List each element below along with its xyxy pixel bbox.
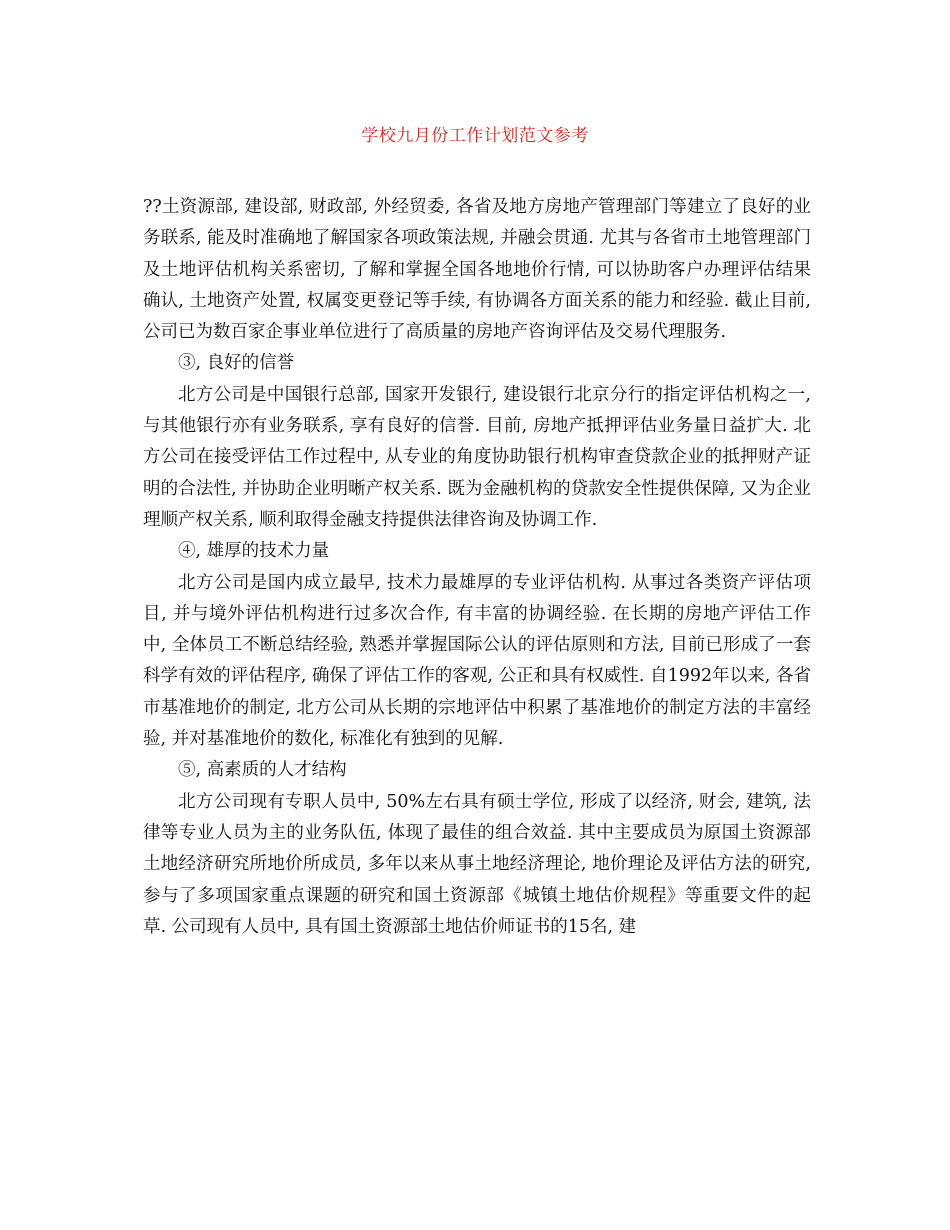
paragraph-talent-structure: 北方公司现有专职人员中, 50%左右具有硕士学位, 形成了以经济, 财会, 建筑, 法律等专业人员为主的业务队伍, 体现了最佳的组合效益. 其中主要成员为原国土资源部土地经济研究所地价所成员, 多年以来从事土地经济理论, 地价理论及评估方法的研究, 参与了多项国家重点课题的研究和国土资源部《城镇土地估价规程》等重要文件的起草. 公司现有人员中, 具有国土资源部土地估价师证书的15名, 建 [143, 791, 811, 937]
paragraph-reputation: 北方公司是中国银行总部, 国家开发银行, 建设银行北京分行的指定评估机构之一, 与其他银行亦有业务联系, 享有良好的信誉. 目前, 房地产抵押评估业务量日益扩大. 北方公司在接受评估工作过程中, 从专业的角度协助银行机构审查贷款企业的抵押财产证明的合法性, 并协助企业明晰产权关系. 既为金融机构的贷款安全性提供保障, 又为企业理顺产权关系, 顺利取得金融支持提供法律咨询及协调工作. [143, 384, 811, 530]
heading-reputation: ③, 良好的信誉 [178, 353, 295, 374]
heading-talent-structure: ⑤, 高素质的人才结构 [178, 760, 347, 781]
paragraph-technical-strength: 北方公司是国内成立最早, 技术力最雄厚的专业评估机构. 从事过各类资产评估项目, 并与境外评估机构进行过多次合作, 有丰富的协调经验. 在长期的房地产评估工作中, 全体员工不断总结经验, 熟悉并掌握国际公认的评估原则和方法, 目前已形成了一套科学有效的评估程序, 确保了评估工作的客观, 公正和具有权威性. 自1992年以来, 各省市基准地价的制定, 北方公司从长期的宗地评估中积累了基准地价的制定方法的丰富经验, 并对基准地价的数化, 标准化有独到的见解. [143, 572, 811, 750]
document-body [143, 192, 811, 943]
heading-technical-strength: ④, 雄厚的技术力量 [178, 541, 330, 562]
paragraph-intro: ??土资源部, 建设部, 财政部, 外经贸委, 各省及地方房地产管理部门等建立了良好的业务联系, 能及时准确地了解国家各项政策法规, 并融会贯通. 尤其与各省市土地管理部门及土地评估机构关系密切, 了解和掌握全国各地地价行情, 可以协助客户办理评估结果确认, 土地资产处置, 权属变更登记等手续, 有协调各方面关系的能力和经验. 截止目前, 公司已为数百家企事业单位进行了高质量的房地产咨询评估及交易代理服务. [143, 197, 811, 343]
document-title: 学校九月份工作计划范文参考 [361, 126, 589, 146]
